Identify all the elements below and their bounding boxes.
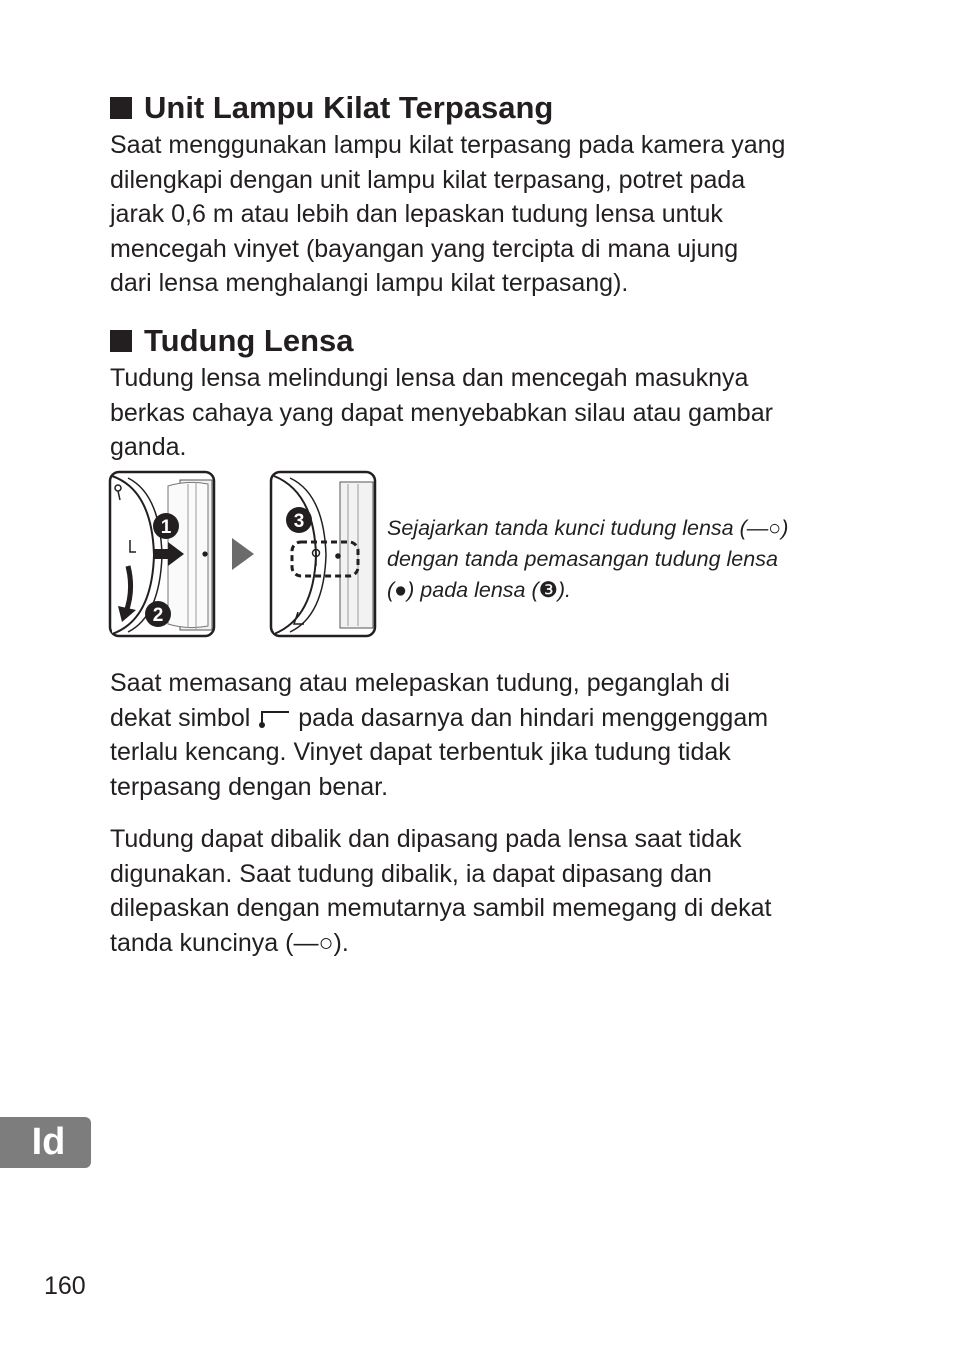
text-line: terlalu kencang. Vinyet dapat terbentuk jika tudung tidak <box>110 738 731 767</box>
figure-caption <box>387 513 788 606</box>
text-fragment: dekat simbol <box>110 703 251 732</box>
svg-text:2: 2 <box>152 605 164 626</box>
caption-line: dengan tanda pemasangan tudung lensa <box>387 547 778 571</box>
lens-hood-illustration <box>108 470 378 640</box>
panel-aligned-hood <box>271 472 375 636</box>
next-arrow-icon <box>232 538 254 570</box>
page-number: 160 <box>44 1272 86 1300</box>
text-line: mencegah vinyet (bayangan yang tercipta di mana ujung <box>110 234 739 263</box>
svg-text:1: 1 <box>160 517 172 538</box>
language-tab-label: Id <box>31 1121 66 1163</box>
text-line: terpasang dengan benar. <box>110 772 389 801</box>
text-line: Saat menggunakan lampu kilat terpasang pada kamera yang <box>110 131 786 159</box>
text-line: Saat memasang atau melepaskan tudung, peganglah di <box>110 669 730 697</box>
text-line: dari lensa menghalangi lampu kilat terpasang). <box>110 269 629 298</box>
text-line: dilengkapi dengan unit lampu kilat terpasang, potret pada <box>110 165 746 194</box>
svg-text:3: 3 <box>293 511 305 532</box>
text-line: Tudung lensa melindungi lensa dan mencegah masuknya <box>110 364 749 392</box>
text-line: Tudung dapat dibalik dan dipasang pada lensa saat tidak <box>110 825 742 853</box>
caption-line: Sejajarkan tanda kunci tudung lensa (—○) <box>387 516 789 540</box>
heading-text: Tudung Lensa <box>144 323 354 358</box>
paragraph-handling-hood <box>110 666 850 804</box>
text-line: tanda kuncinya (—○). <box>110 928 349 957</box>
caption-line: (●) pada lensa (❸). <box>387 578 572 602</box>
text-fragment: pada dasarnya dan hindari menggenggam <box>298 703 769 732</box>
paragraph-reversed-hood <box>110 822 850 960</box>
text-line: ganda. <box>110 433 187 462</box>
callout-2-icon <box>145 601 171 627</box>
heading-text: Unit Lampu Kilat Terpasang <box>144 90 554 125</box>
text-line: jarak 0,6 m atau lebih dan lepaskan tudung lensa untuk <box>110 200 723 229</box>
text-line: digunakan. Saat tudung dibalik, ia dapat dipasang dan <box>110 859 712 888</box>
language-tab <box>0 1117 91 1168</box>
paragraph-built-in-flash <box>110 128 850 301</box>
hood-grip-symbol-icon <box>257 707 291 731</box>
text-line: dilepaskan dengan memutarnya sambil memegang di dekat <box>110 894 772 923</box>
square-bullet-icon <box>110 330 132 352</box>
section-heading-lens-hood <box>110 323 354 359</box>
panel-attach-hood <box>110 472 214 636</box>
callout-1-icon <box>153 513 179 539</box>
text-line-with-symbol <box>110 701 850 736</box>
text-line: berkas cahaya yang dapat menyebabkan silau atau gambar <box>110 398 773 427</box>
callout-3-icon <box>286 507 312 533</box>
square-bullet-icon <box>110 97 132 119</box>
paragraph-lens-hood <box>110 361 850 465</box>
section-heading-built-in-flash <box>110 90 553 126</box>
